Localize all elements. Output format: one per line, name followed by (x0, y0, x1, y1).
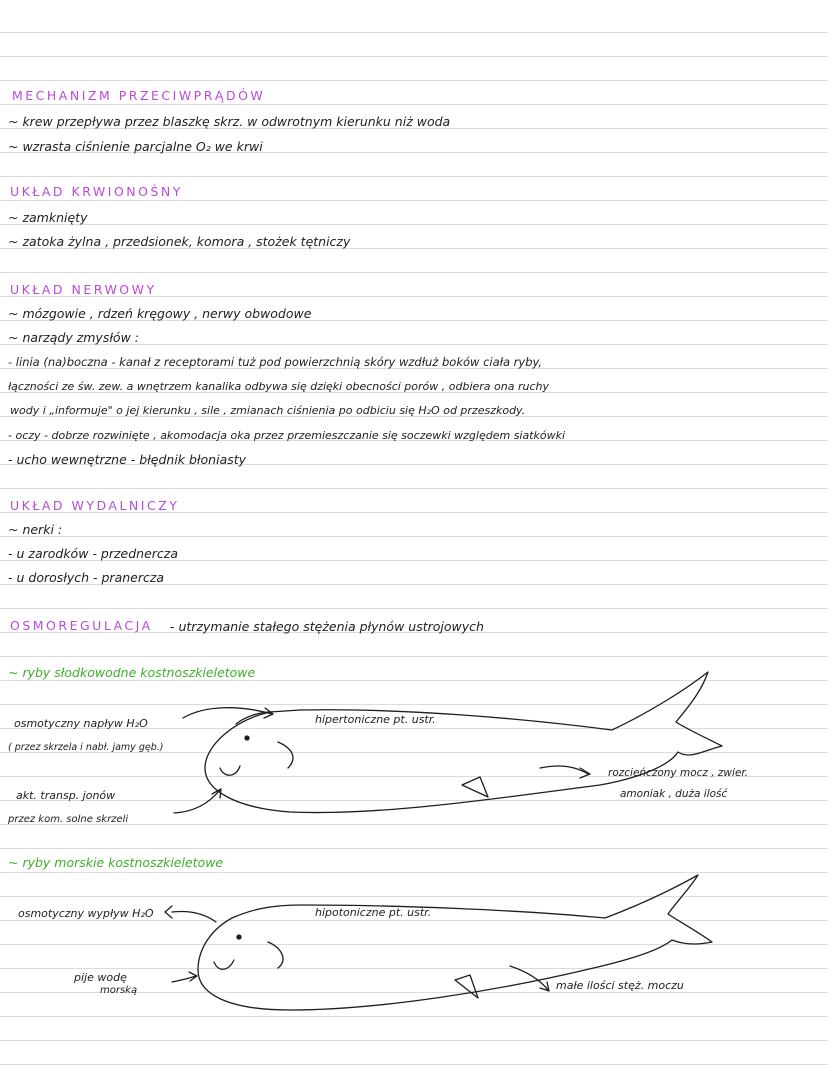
fish2-body (198, 875, 712, 1010)
fish2-arrow-urine (510, 966, 548, 990)
fish1-body (205, 672, 722, 813)
fish2-gill (268, 942, 283, 968)
heading-uklad-wydalniczy: UKŁAD WYDALNICZY (10, 498, 180, 513)
fish2-arrow-in (172, 911, 216, 922)
note-line: ~ zatoka żylna , przedsionek, komora , stożek tętniczy (8, 234, 351, 249)
heading-uklad-nerwowy: UKŁAD NERWOWY (10, 282, 157, 297)
fish1-arrow-urine (540, 766, 588, 774)
note-line: - linia (na)boczna - kanał z receptorami tuż pod powierzchnią skóry wzdłuż boków ciała ryby, (8, 355, 543, 369)
fish2-mouth (214, 960, 234, 969)
fish2-label-top: hipotoniczne pt. ustr. (315, 906, 432, 919)
fish2-label-left: pije wodę (74, 971, 127, 984)
heading-uklad-krwionosny: UKŁAD KRWIONOŚNY (10, 184, 183, 199)
note-line: ~ krew przepływa przez blaszkę skrz. w odwrotnym kierunku niż woda (8, 114, 451, 129)
fish1-label-right: amoniak , duża ilość (620, 788, 728, 800)
note-line: wody i „informuje" o jej kierunku , sile , zmianach ciśnienia po odbiciu się H₂O od przeszkody. (10, 404, 526, 417)
note-line: ~ nerki : (8, 522, 63, 537)
fish2-label-right: małe ilości stęż. moczu (556, 979, 684, 992)
fish1-label-left: przez kom. solne skrzeli (8, 814, 129, 825)
fish1-label-top: hipertoniczne pt. ustr. (315, 713, 436, 726)
heading-osmoregulacja: OSMOREGULACJA (10, 618, 153, 633)
fish1-eye (245, 736, 249, 740)
note-line: ~ narządy zmysłów : (8, 330, 139, 345)
note-line: - u zarodków - przednercza (8, 546, 178, 561)
note-line: łączności ze św. zew. a wnętrzem kanalika odbywa się dzięki obecności porów , odbiera ona ruchy (8, 380, 549, 393)
fish1-mouth (220, 766, 240, 775)
note-line: ~ zamknięty (8, 210, 88, 225)
note-line: - utrzymanie stałego stężenia płynów ustrojowych (170, 619, 484, 634)
note-line: ~ wzrasta ciśnienie parcjalne O₂ we krwi (8, 139, 263, 154)
heading-ryby-morskie: ~ ryby morskie kostnoszkieletowe (8, 855, 224, 870)
fish2-label-left: osmotyczny wypływ H₂O (18, 907, 154, 920)
note-line: - oczy - dobrze rozwinięte , akomodacja oka przez przemieszczanie się soczewki względem siatkówki (8, 429, 566, 442)
fish1-belly-fin (462, 777, 488, 797)
fish1-label-left: akt. transp. jonów (16, 789, 116, 802)
fish1-label-right: rozcieńczony mocz , zwier. (608, 767, 749, 779)
fish2-eye (237, 935, 241, 939)
note-line: - u dorosłych - pranercza (8, 570, 165, 585)
fish1-label-left: ( przez skrzela i nabł. jamy gęb.) (8, 742, 164, 753)
heading-mechanizm: MECHANIZM PRZECIWPRĄDÓW (12, 88, 266, 103)
fish1-label-left: osmotyczny napływ H₂O (14, 717, 148, 730)
heading-ryby-slodkowodne: ~ ryby słodkowodne kostnoszkieletowe (8, 665, 256, 680)
fish2-label-left: morską (100, 985, 138, 996)
note-line: ~ mózgowie , rdzeń kręgowy , nerwy obwodowe (8, 306, 312, 321)
fish1-gill (278, 742, 293, 768)
note-line: - ucho wewnętrzne - błędnik błoniasty (8, 452, 247, 467)
